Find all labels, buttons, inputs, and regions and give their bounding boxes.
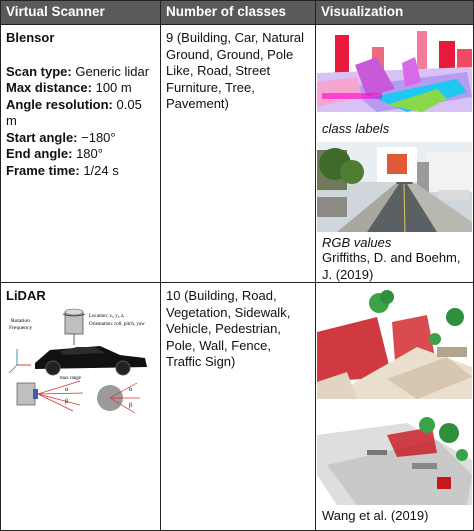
lidar-classes-cell: 10 (Building, Road, Vegetation, Sidewalk, Vehicle, Pedestrian, Pole, Wall, Fence, Traffic Sign) xyxy=(166,288,291,369)
param-start-angle: Start angle: −180° xyxy=(6,129,116,145)
svg-text:β: β xyxy=(65,399,69,405)
lidar-pointcloud-image-1 xyxy=(317,287,472,399)
caption-rgb-values: RGB values xyxy=(322,235,392,250)
grid-line xyxy=(315,0,316,531)
blensor-scanner-cell xyxy=(0,25,160,282)
lidar-pointcloud-image-2 xyxy=(317,405,472,505)
lidar-car-diagram xyxy=(5,303,155,421)
header-number-of-classes: Number of classes xyxy=(160,0,315,24)
svg-text:max range: max range xyxy=(60,376,81,381)
param-max-distance: Max distance: 100 m xyxy=(6,80,132,95)
caption-citation-wang: Wang et al. (2019) xyxy=(322,508,429,523)
param-angle-resolution: Angle resolution: 0.05 m xyxy=(6,96,142,128)
header-visualization: Visualization xyxy=(315,0,474,24)
param-frame-time: Frame time: 1/24 s xyxy=(6,162,119,178)
param-scan-type: Scan type: Generic lidar xyxy=(6,63,150,79)
svg-text:Frequency: Frequency xyxy=(9,325,33,331)
grid-line xyxy=(0,282,474,283)
svg-text:Rotation: Rotation xyxy=(11,318,30,324)
scanner-title: LiDAR xyxy=(6,288,46,303)
svg-text:α: α xyxy=(129,387,133,393)
svg-text:Orientation: roll, pitch, yaw: Orientation: roll, pitch, yaw xyxy=(89,322,145,327)
grid-line xyxy=(0,0,1,531)
grid-line xyxy=(160,0,161,531)
blensor-class-labels-image xyxy=(317,27,472,112)
svg-text:β: β xyxy=(129,403,133,409)
blensor-classes-cell: 9 (Building, Car, Natural Ground, Ground, Pole Like, Road, Street Furniture, Tree, Pavement) xyxy=(166,30,305,111)
scanner-title: Blensor xyxy=(6,30,55,45)
svg-text:α: α xyxy=(65,387,69,393)
caption-citation-griffiths: Griffiths, D. and Boehm, J. (2019) xyxy=(322,250,461,282)
caption-class-labels: class labels xyxy=(322,121,390,136)
svg-text:Location: xᵢ, yᵢ, zᵢ: Location: xᵢ, yᵢ, zᵢ xyxy=(89,314,125,319)
grid-line xyxy=(0,0,474,1)
grid-line xyxy=(0,24,474,25)
header-virtual-scanner: Virtual Scanner xyxy=(0,0,160,24)
param-end-angle: End angle: 180° xyxy=(6,146,103,161)
blensor-rgb-image xyxy=(317,142,472,232)
